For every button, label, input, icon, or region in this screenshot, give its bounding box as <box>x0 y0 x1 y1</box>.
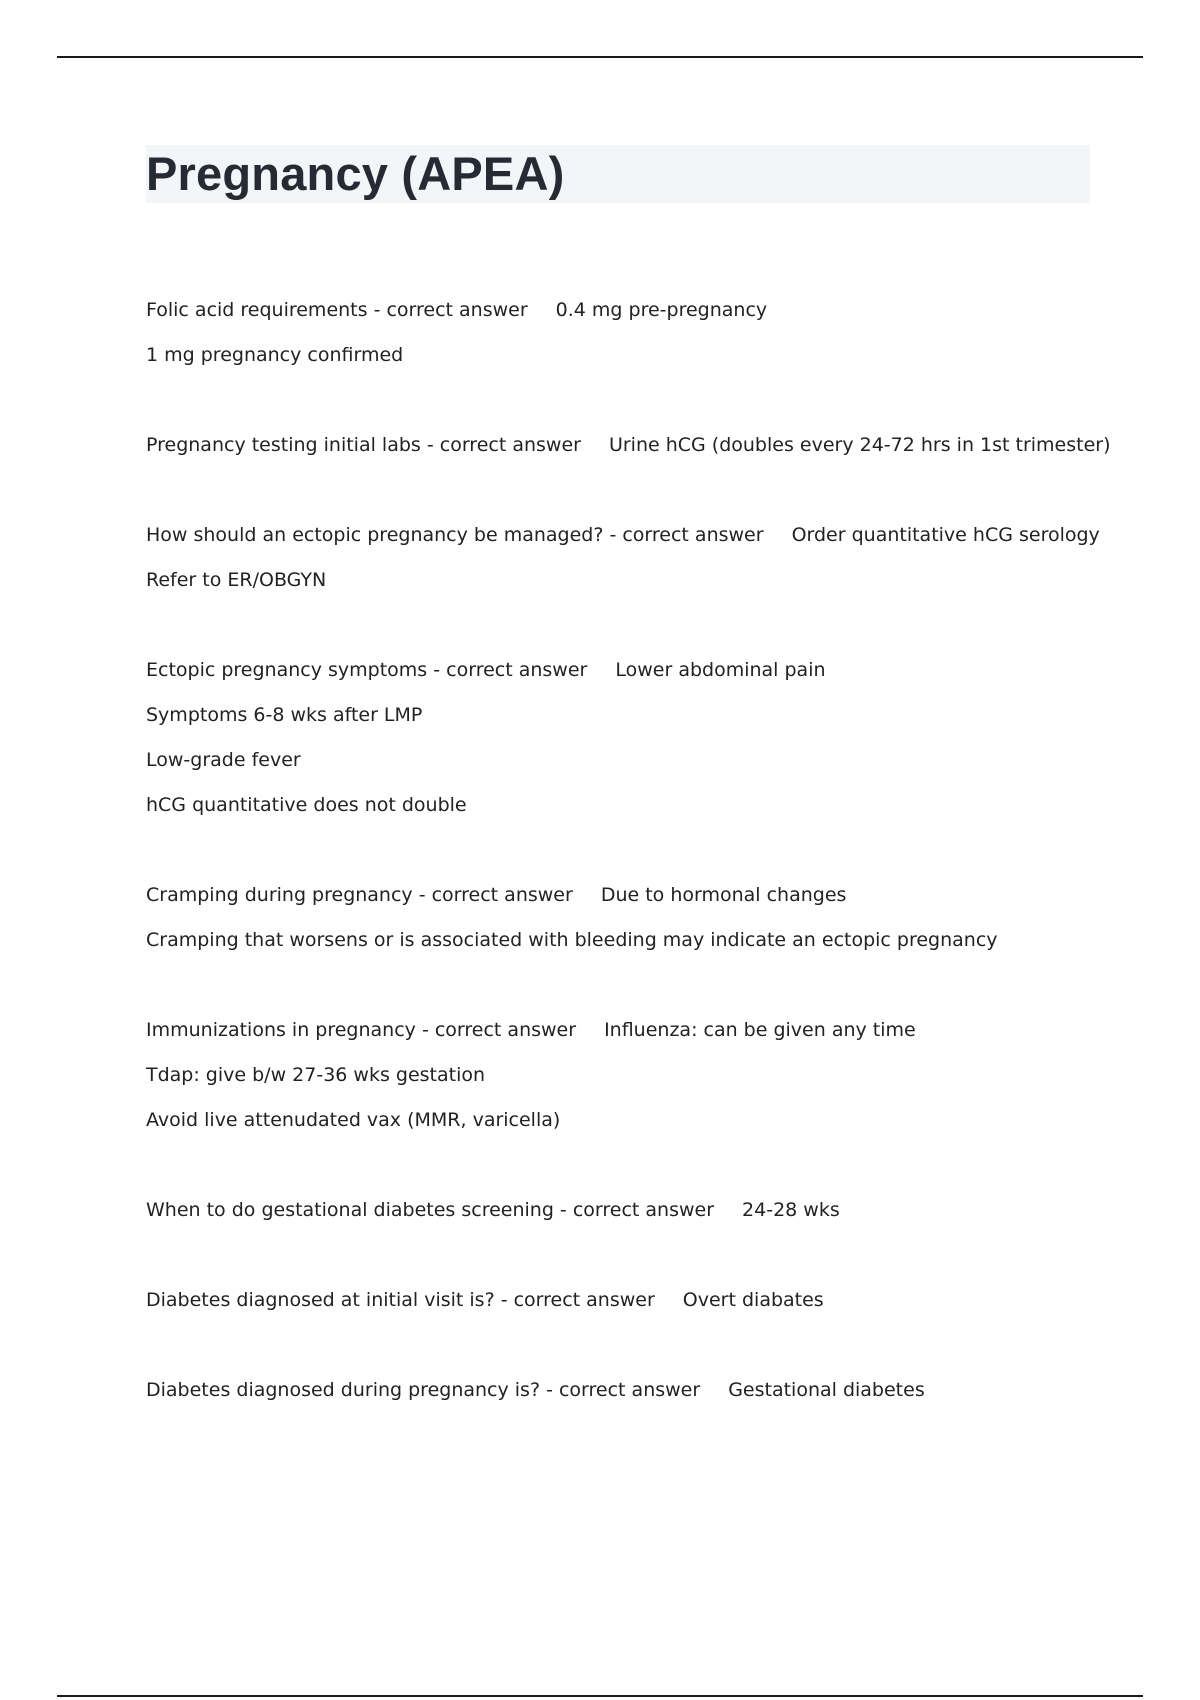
qa-first-line <box>146 513 1106 558</box>
qa-item <box>146 1008 1106 1143</box>
qa-first-line <box>146 1188 1106 1233</box>
qa-first-line <box>146 1368 1106 1413</box>
qa-item <box>146 1278 1106 1323</box>
question-text: When to do gestational diabetes screening <box>146 1199 554 1221</box>
qa-first-line <box>146 648 1106 693</box>
qa-item <box>146 513 1106 603</box>
answer-line: 1 mg pregnancy confirmed <box>146 344 404 366</box>
qa-item <box>146 648 1106 828</box>
answer-line: Low-grade fever <box>146 749 301 771</box>
qa-item <box>146 873 1106 963</box>
correct-answer-label: - correct answer <box>415 1019 577 1041</box>
answer-line: Tdap: give b/w 27-36 wks gestation <box>146 1064 486 1086</box>
correct-answer-label: - correct answer <box>412 884 573 906</box>
correct-answer-label: - correct answer <box>367 299 528 321</box>
correct-answer-label: - correct answer <box>420 434 581 456</box>
qa-first-line <box>146 423 1111 468</box>
top-rule <box>57 56 1143 58</box>
answer-line: 24-28 wks <box>742 1199 840 1221</box>
question-text: Diabetes diagnosed during pregnancy is? <box>146 1379 541 1401</box>
correct-answer-label: - correct answer <box>540 1379 701 1401</box>
qa-first-line <box>146 288 1106 333</box>
bottom-rule <box>57 1695 1143 1697</box>
question-text: Cramping during pregnancy <box>146 884 413 906</box>
question-text: Pregnancy testing initial labs <box>146 434 421 456</box>
qa-item <box>146 1368 1106 1413</box>
correct-answer-label: - correct answer <box>494 1289 655 1311</box>
answer-line: Influenza: can be given any time <box>604 1019 916 1041</box>
answer-line: Symptoms 6-8 wks after LMP <box>146 704 423 726</box>
page-title: Pregnancy (APEA) <box>146 147 565 200</box>
qa-list <box>146 288 1111 1458</box>
qa-first-line <box>146 1008 1106 1053</box>
qa-item <box>146 423 1111 468</box>
answer-line: 0.4 mg pre-pregnancy <box>555 299 768 321</box>
answer-line: hCG quantitative does not double <box>146 794 467 816</box>
correct-answer-label: - correct answer <box>553 1199 715 1221</box>
qa-item <box>146 1188 1106 1233</box>
question-text: How should an ectopic pregnancy be managed? <box>146 524 604 546</box>
qa-item <box>146 288 1106 378</box>
answer-line: Due to hormonal changes <box>600 884 847 906</box>
question-text: Ectopic pregnancy symptoms <box>146 659 428 681</box>
answer-line: Lower abdominal pain <box>615 659 826 681</box>
answer-line: Order quantitative hCG serology <box>791 524 1100 546</box>
answer-line: Refer to ER/OBGYN <box>146 569 327 591</box>
question-text: Diabetes diagnosed at initial visit is? <box>146 1289 495 1311</box>
answer-line: Overt diabates <box>682 1289 824 1311</box>
answer-line: Urine hCG (doubles every 24-72 hrs in 1st trimester) <box>608 434 1111 456</box>
question-text: Immunizations in pregnancy <box>146 1019 416 1041</box>
correct-answer-label: - correct answer <box>427 659 588 681</box>
qa-first-line <box>146 1278 1106 1323</box>
qa-first-line <box>146 873 1106 918</box>
correct-answer-label: - correct answer <box>603 524 764 546</box>
answer-line: Avoid live attenudated vax (MMR, varicella) <box>146 1109 561 1131</box>
question-text: Folic acid requirements <box>146 299 368 321</box>
answer-line: Cramping that worsens or is associated with bleeding may indicate an ectopic pregnancy <box>146 929 998 951</box>
answer-line: Gestational diabetes <box>728 1379 925 1401</box>
